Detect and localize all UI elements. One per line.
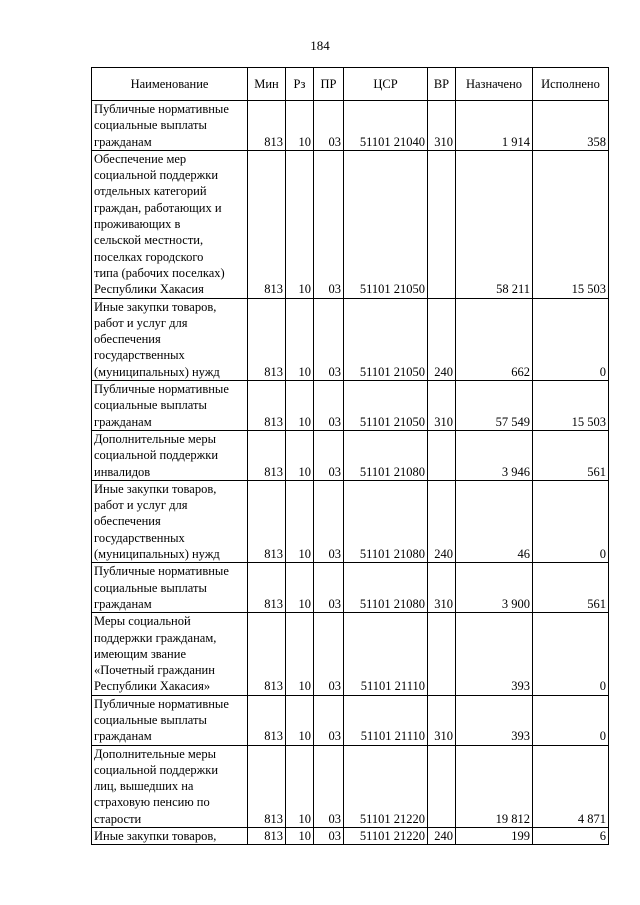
cell-executed: 0 [533,613,609,695]
cell-pr: 03 [314,381,344,431]
cell-csr: 51101 21080 [344,480,428,562]
cell-min: 813 [248,745,286,827]
cell-pr: 03 [314,480,344,562]
cell-name-line: Публичные нормативные [94,696,229,711]
cell-min: 813 [248,695,286,745]
table-row [92,430,609,480]
cell-assigned: 1 914 [456,101,533,151]
cell-min: 813 [248,480,286,562]
cell-name-line: инвалидов [94,464,151,479]
cell-name-line: гражданам [94,596,152,611]
cell-assigned: 57 549 [456,381,533,431]
cell-name-line: социальной поддержки [94,168,219,183]
cell-name-line: Меры социальной [94,614,191,629]
cell-name-line: Дополнительные меры [94,746,216,761]
cell-assigned: 662 [456,298,533,380]
cell-executed: 0 [533,298,609,380]
cell-name-line: Республики Хакасия» [94,679,211,694]
cell-vr: 310 [428,563,456,613]
cell-pr: 03 [314,828,344,845]
cell-name [92,298,248,380]
table-header-row [92,68,609,101]
cell-name-line: граждан, работающих и [94,200,222,215]
cell-rz: 10 [286,745,314,827]
cell-name-line: Публичные нормативные [94,564,229,579]
cell-name [92,150,248,298]
cell-name-line: социальные выплаты [94,712,207,727]
cell-executed: 358 [533,101,609,151]
cell-name-line: работ и услуг для [94,315,188,330]
cell-vr [428,745,456,827]
header-assigned: Назначено [456,68,533,101]
cell-executed: 4 871 [533,745,609,827]
cell-name-line: Иные закупки товаров, [94,829,217,844]
cell-name [92,101,248,151]
cell-name-line: Публичные нормативные [94,102,229,116]
cell-rz: 10 [286,563,314,613]
cell-assigned: 393 [456,613,533,695]
cell-assigned: 393 [456,695,533,745]
cell-assigned: 3 946 [456,430,533,480]
cell-vr: 240 [428,480,456,562]
cell-min: 813 [248,430,286,480]
cell-name-line: социальные выплаты [94,580,207,595]
cell-csr: 51101 21110 [344,695,428,745]
table-row [92,563,609,613]
cell-name [92,381,248,431]
table-row [92,381,609,431]
cell-rz: 10 [286,298,314,380]
cell-executed: 15 503 [533,150,609,298]
cell-name-line: социальной поддержки [94,762,219,777]
cell-executed: 561 [533,430,609,480]
cell-csr: 51101 21080 [344,563,428,613]
cell-assigned: 199 [456,828,533,845]
cell-assigned: 58 211 [456,150,533,298]
header-name: Наименование [92,68,248,101]
cell-executed: 0 [533,695,609,745]
cell-vr: 310 [428,101,456,151]
cell-pr: 03 [314,563,344,613]
budget-table [91,67,609,845]
cell-min: 813 [248,613,286,695]
cell-name [92,745,248,827]
table-row [92,150,609,298]
cell-name [92,613,248,695]
cell-assigned: 46 [456,480,533,562]
cell-name-line: лиц, вышедших на [94,779,194,794]
cell-name-line: государственных [94,348,185,363]
cell-name-line: имеющим звание [94,646,186,661]
cell-vr: 240 [428,298,456,380]
cell-min: 813 [248,828,286,845]
cell-rz: 10 [286,480,314,562]
cell-name-line: Обеспечение мер [94,151,187,166]
header-executed: Исполнено [533,68,609,101]
cell-name-line: Иные закупки товаров, [94,481,217,496]
header-rz: Рз [286,68,314,101]
page-number: 184 [310,38,330,53]
cell-name-line: социальные выплаты [94,118,207,133]
cell-name-line: обеспечения [94,332,161,347]
cell-name-line: Дополнительные меры [94,431,216,446]
cell-name-line: (муниципальных) нужд [94,364,220,379]
cell-name-line: обеспечения [94,514,161,529]
cell-name [92,430,248,480]
header-min: Мин [248,68,286,101]
cell-executed: 561 [533,563,609,613]
cell-csr: 51101 21050 [344,150,428,298]
cell-min: 813 [248,381,286,431]
cell-csr: 51101 21050 [344,298,428,380]
table-body [92,101,609,845]
cell-min: 813 [248,150,286,298]
table-row [92,480,609,562]
cell-name [92,563,248,613]
cell-vr: 310 [428,695,456,745]
cell-assigned: 19 812 [456,745,533,827]
cell-rz: 10 [286,150,314,298]
cell-csr: 51101 21080 [344,430,428,480]
cell-rz: 10 [286,695,314,745]
cell-pr: 03 [314,430,344,480]
cell-min: 813 [248,101,286,151]
cell-name [92,480,248,562]
cell-name-line: отдельных категорий [94,184,207,199]
cell-pr: 03 [314,695,344,745]
cell-name-line: гражданам [94,729,152,744]
table-row [92,298,609,380]
cell-csr: 51101 21050 [344,381,428,431]
header-vr: ВР [428,68,456,101]
cell-name [92,828,248,845]
cell-name-line: гражданам [94,414,152,429]
cell-vr [428,613,456,695]
table-row [92,745,609,827]
table-row [92,695,609,745]
cell-pr: 03 [314,101,344,151]
cell-name-line: работ и услуг для [94,498,188,513]
cell-name-line: сельской местности, [94,233,204,248]
cell-name-line: Публичные нормативные [94,382,229,397]
table-row [92,613,609,695]
header-csr: ЦСР [344,68,428,101]
cell-min: 813 [248,298,286,380]
cell-vr [428,430,456,480]
cell-rz: 10 [286,101,314,151]
cell-rz: 10 [286,381,314,431]
cell-name-line: Республики Хакасия [94,282,204,297]
cell-name-line: социальные выплаты [94,398,207,413]
cell-vr: 310 [428,381,456,431]
cell-pr: 03 [314,745,344,827]
cell-name-line: проживающих в [94,217,181,232]
cell-name-line: гражданам [94,134,152,149]
cell-name-line: государственных [94,530,185,545]
cell-name-line: Иные закупки товаров, [94,299,217,314]
cell-name-line: поддержки гражданам, [94,630,217,645]
cell-name-line: страховую пенсию по [94,795,210,810]
cell-executed: 15 503 [533,381,609,431]
cell-pr: 03 [314,298,344,380]
cell-name-line: типа (рабочих поселках) [94,265,225,280]
cell-executed: 6 [533,828,609,845]
cell-name-line: социальной поддержки [94,448,219,463]
cell-vr [428,150,456,298]
cell-rz: 10 [286,613,314,695]
table-row [92,828,609,845]
header-pr: ПР [314,68,344,101]
cell-name-line: поселках городского [94,249,204,264]
cell-csr: 51101 21110 [344,613,428,695]
cell-pr: 03 [314,613,344,695]
cell-csr: 51101 21220 [344,745,428,827]
cell-csr: 51101 21040 [344,101,428,151]
cell-rz: 10 [286,828,314,845]
cell-assigned: 3 900 [456,563,533,613]
cell-name [92,695,248,745]
cell-executed: 0 [533,480,609,562]
cell-name-line: старости [94,811,142,826]
cell-pr: 03 [314,150,344,298]
cell-name-line: (муниципальных) нужд [94,547,220,562]
cell-vr: 240 [428,828,456,845]
table-row [92,101,609,151]
cell-min: 813 [248,563,286,613]
cell-rz: 10 [286,430,314,480]
cell-csr: 51101 21220 [344,828,428,845]
cell-name-line: «Почетный гражданин [94,663,215,678]
